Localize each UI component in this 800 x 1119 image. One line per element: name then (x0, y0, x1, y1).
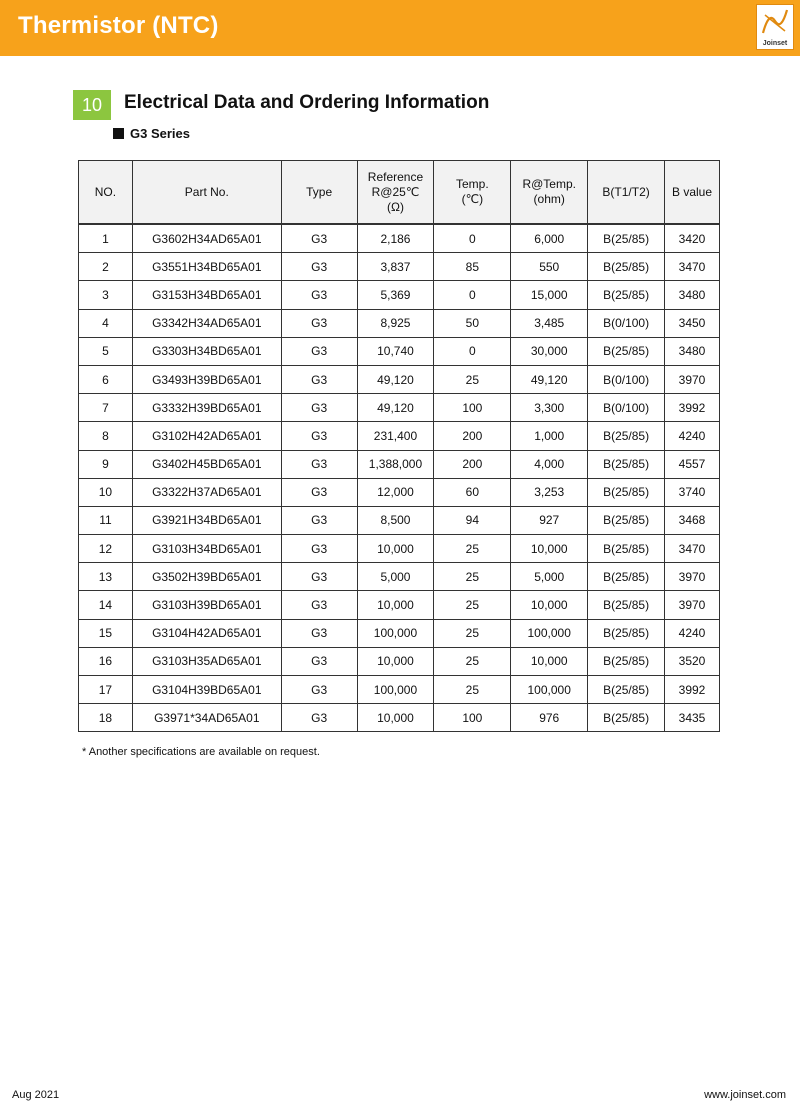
column-header (665, 161, 720, 225)
header-bar (0, 0, 800, 56)
section-title: Electrical Data and Ordering Information (124, 92, 490, 113)
table-cell: 976 (511, 704, 588, 732)
joinset-logo (756, 4, 794, 50)
table-cell: 25 (434, 365, 511, 393)
table-cell: 8,500 (357, 506, 434, 534)
table-cell: 10,000 (511, 591, 588, 619)
table-cell: 5 (79, 337, 133, 365)
column-header (132, 161, 281, 225)
table-row (79, 591, 720, 619)
table-cell: 49,120 (357, 394, 434, 422)
footer-date: Aug 2021 (12, 1089, 60, 1101)
table-cell: 0 (434, 224, 511, 253)
table-cell: G3342H34AD65A01 (132, 309, 281, 337)
table-cell: 2 (79, 253, 133, 281)
table-cell: 50 (434, 309, 511, 337)
table-cell: 10,000 (357, 591, 434, 619)
table-cell: 8 (79, 422, 133, 450)
table-cell: G3 (281, 563, 357, 591)
table-cell: 3470 (665, 535, 720, 563)
table-cell: 12 (79, 535, 133, 563)
table-cell: 2,186 (357, 224, 434, 253)
table-cell: 60 (434, 478, 511, 506)
table-row (79, 422, 720, 450)
table-row (79, 337, 720, 365)
table-cell: 100 (434, 394, 511, 422)
table-cell: G3 (281, 450, 357, 478)
table-cell: 25 (434, 591, 511, 619)
table-row (79, 704, 720, 732)
table-cell: 3992 (665, 676, 720, 704)
table-cell: G3104H39BD65A01 (132, 676, 281, 704)
table-cell: B(25/85) (588, 647, 665, 675)
table-cell: B(25/85) (588, 506, 665, 534)
table-cell: 5,369 (357, 281, 434, 309)
table-cell: G3921H34BD65A01 (132, 506, 281, 534)
column-header-line: R@Temp. (522, 177, 576, 191)
table-cell: 10,000 (357, 535, 434, 563)
table-cell: G3502H39BD65A01 (132, 563, 281, 591)
table-cell: B(25/85) (588, 535, 665, 563)
table-cell: 3420 (665, 224, 720, 253)
table-cell: 4 (79, 309, 133, 337)
table-cell: 3 (79, 281, 133, 309)
table-cell: 1 (79, 224, 133, 253)
table-cell: 0 (434, 337, 511, 365)
table-cell: B(25/85) (588, 224, 665, 253)
table-cell: G3322H37AD65A01 (132, 478, 281, 506)
table-cell: G3104H42AD65A01 (132, 619, 281, 647)
table-cell: 3,253 (511, 478, 588, 506)
table-row (79, 676, 720, 704)
table-cell: 231,400 (357, 422, 434, 450)
table-cell: 49,120 (357, 365, 434, 393)
table-cell: G3 (281, 281, 357, 309)
table-cell: G3 (281, 704, 357, 732)
table-cell: B(25/85) (588, 478, 665, 506)
table-cell: 4240 (665, 422, 720, 450)
table-row (79, 224, 720, 253)
table-cell: 4,000 (511, 450, 588, 478)
column-header (434, 161, 511, 225)
table-cell: B(25/85) (588, 704, 665, 732)
table-cell: B(25/85) (588, 619, 665, 647)
column-header (588, 161, 665, 225)
column-header-line: Part No. (184, 184, 229, 199)
table-cell: 1,388,000 (357, 450, 434, 478)
logo-text: Joinset (762, 40, 788, 47)
table-cell: 10,000 (357, 647, 434, 675)
table-cell: 13 (79, 563, 133, 591)
table-cell: B(25/85) (588, 591, 665, 619)
table-cell: 25 (434, 563, 511, 591)
table-cell: 15 (79, 619, 133, 647)
table-row (79, 365, 720, 393)
table-cell: B(25/85) (588, 253, 665, 281)
table-cell: 6,000 (511, 224, 588, 253)
table-cell: G3 (281, 619, 357, 647)
table-cell: G3102H42AD65A01 (132, 422, 281, 450)
table-cell: G3 (281, 422, 357, 450)
table-cell: G3 (281, 676, 357, 704)
table-cell: 100,000 (357, 619, 434, 647)
table-cell: 927 (511, 506, 588, 534)
table-cell: 3435 (665, 704, 720, 732)
table-cell: 3468 (665, 506, 720, 534)
table-cell: B(25/85) (588, 676, 665, 704)
table-row (79, 281, 720, 309)
page-header-title: Thermistor (NTC) (18, 12, 219, 39)
table-cell: 15,000 (511, 281, 588, 309)
column-header-line: (ohm) (533, 192, 565, 206)
column-header-line: B(T1/T2) (602, 184, 650, 199)
table-cell: B(0/100) (588, 394, 665, 422)
table-cell: G3 (281, 506, 357, 534)
table-cell: 3450 (665, 309, 720, 337)
table-cell: G3493H39BD65A01 (132, 365, 281, 393)
table-cell: G3103H35AD65A01 (132, 647, 281, 675)
column-header-line: (℃) (461, 192, 484, 206)
table-cell: G3402H45BD65A01 (132, 450, 281, 478)
table-cell: 25 (434, 619, 511, 647)
table-cell: 4557 (665, 450, 720, 478)
table-cell: 0 (434, 281, 511, 309)
table-cell: 6 (79, 365, 133, 393)
table-cell: G3602H34AD65A01 (132, 224, 281, 253)
table-cell: 200 (434, 450, 511, 478)
column-header-line: R@25℃ (371, 184, 420, 199)
table-cell: 94 (434, 506, 511, 534)
table-cell: G3 (281, 535, 357, 563)
table-cell: 100 (434, 704, 511, 732)
table-cell: 3480 (665, 281, 720, 309)
table-cell: 25 (434, 535, 511, 563)
table-cell: 3,485 (511, 309, 588, 337)
table-cell: 3740 (665, 478, 720, 506)
table-cell: 14 (79, 591, 133, 619)
table-cell: 5,000 (511, 563, 588, 591)
table-row (79, 309, 720, 337)
column-header-line: Temp. (455, 177, 489, 191)
table-cell: B(0/100) (588, 309, 665, 337)
table-cell: G3551H34BD65A01 (132, 253, 281, 281)
table-cell: B(25/85) (588, 281, 665, 309)
table-row (79, 450, 720, 478)
column-header (511, 161, 588, 225)
table-header-row (79, 161, 720, 225)
table-cell: G3 (281, 365, 357, 393)
table-cell: G3 (281, 253, 357, 281)
table-cell: 5,000 (357, 563, 434, 591)
table-cell: 7 (79, 394, 133, 422)
table-cell: 3520 (665, 647, 720, 675)
series-label: G3 Series (130, 126, 190, 141)
table-cell: G3303H34BD65A01 (132, 337, 281, 365)
table-cell: 10,000 (511, 535, 588, 563)
table-cell: 4240 (665, 619, 720, 647)
table-cell: 10,000 (511, 647, 588, 675)
table-cell: 8,925 (357, 309, 434, 337)
table-row (79, 394, 720, 422)
footer-website: www.joinset.com (704, 1089, 786, 1101)
column-header-line: (Ω) (386, 199, 404, 214)
column-header-line: Reference (367, 169, 424, 184)
table-cell: G3 (281, 224, 357, 253)
table-cell: 1,000 (511, 422, 588, 450)
column-header (281, 161, 357, 225)
table-cell: 3,300 (511, 394, 588, 422)
series-heading (113, 126, 190, 141)
table-cell: 49,120 (511, 365, 588, 393)
table-row (79, 647, 720, 675)
table-cell: 25 (434, 676, 511, 704)
logo-icon (759, 7, 791, 37)
table-cell: G3103H39BD65A01 (132, 591, 281, 619)
column-header-line: Type (306, 184, 333, 199)
square-bullet-icon (113, 128, 124, 139)
table-cell: B(25/85) (588, 422, 665, 450)
table-cell: G3 (281, 647, 357, 675)
table-cell: 9 (79, 450, 133, 478)
table-row (79, 506, 720, 534)
table-cell: G3332H39BD65A01 (132, 394, 281, 422)
table-row (79, 478, 720, 506)
table-cell: G3 (281, 337, 357, 365)
table-row (79, 619, 720, 647)
table-cell: 18 (79, 704, 133, 732)
table-cell: 3970 (665, 365, 720, 393)
table-cell: 85 (434, 253, 511, 281)
table-cell: 100,000 (357, 676, 434, 704)
table-cell: B(25/85) (588, 337, 665, 365)
column-header-line: B value (672, 184, 713, 199)
section-number-badge: 10 (73, 90, 111, 120)
table-cell: G3 (281, 309, 357, 337)
table-cell: 3992 (665, 394, 720, 422)
table-cell: 3970 (665, 591, 720, 619)
table-cell: 3970 (665, 563, 720, 591)
table-cell: 3470 (665, 253, 720, 281)
column-header-line: NO. (94, 184, 117, 199)
table-cell: B(25/85) (588, 450, 665, 478)
table-cell: B(25/85) (588, 563, 665, 591)
table-cell: 17 (79, 676, 133, 704)
table-cell: 25 (434, 647, 511, 675)
table-cell: 12,000 (357, 478, 434, 506)
table-row (79, 535, 720, 563)
table-cell: 100,000 (511, 619, 588, 647)
table-cell: 11 (79, 506, 133, 534)
table-cell: 100,000 (511, 676, 588, 704)
table-cell: G3153H34BD65A01 (132, 281, 281, 309)
table-cell: G3103H34BD65A01 (132, 535, 281, 563)
table-cell: B(0/100) (588, 365, 665, 393)
table-cell: 30,000 (511, 337, 588, 365)
table-row (79, 563, 720, 591)
table-cell: 550 (511, 253, 588, 281)
table-cell: G3 (281, 591, 357, 619)
table-cell: 16 (79, 647, 133, 675)
table-cell: G3 (281, 478, 357, 506)
footnote: * Another specifications are available on request. (82, 746, 320, 758)
column-header (357, 161, 434, 225)
table-row (79, 253, 720, 281)
table-cell: 200 (434, 422, 511, 450)
table-cell: 10,000 (357, 704, 434, 732)
column-header (79, 161, 133, 225)
table-cell: 10,740 (357, 337, 434, 365)
table-cell: 3480 (665, 337, 720, 365)
table-cell: 10 (79, 478, 133, 506)
spec-table (78, 160, 720, 732)
table-cell: G3 (281, 394, 357, 422)
table-cell: 3,837 (357, 253, 434, 281)
table-cell: G3971*34AD65A01 (132, 704, 281, 732)
